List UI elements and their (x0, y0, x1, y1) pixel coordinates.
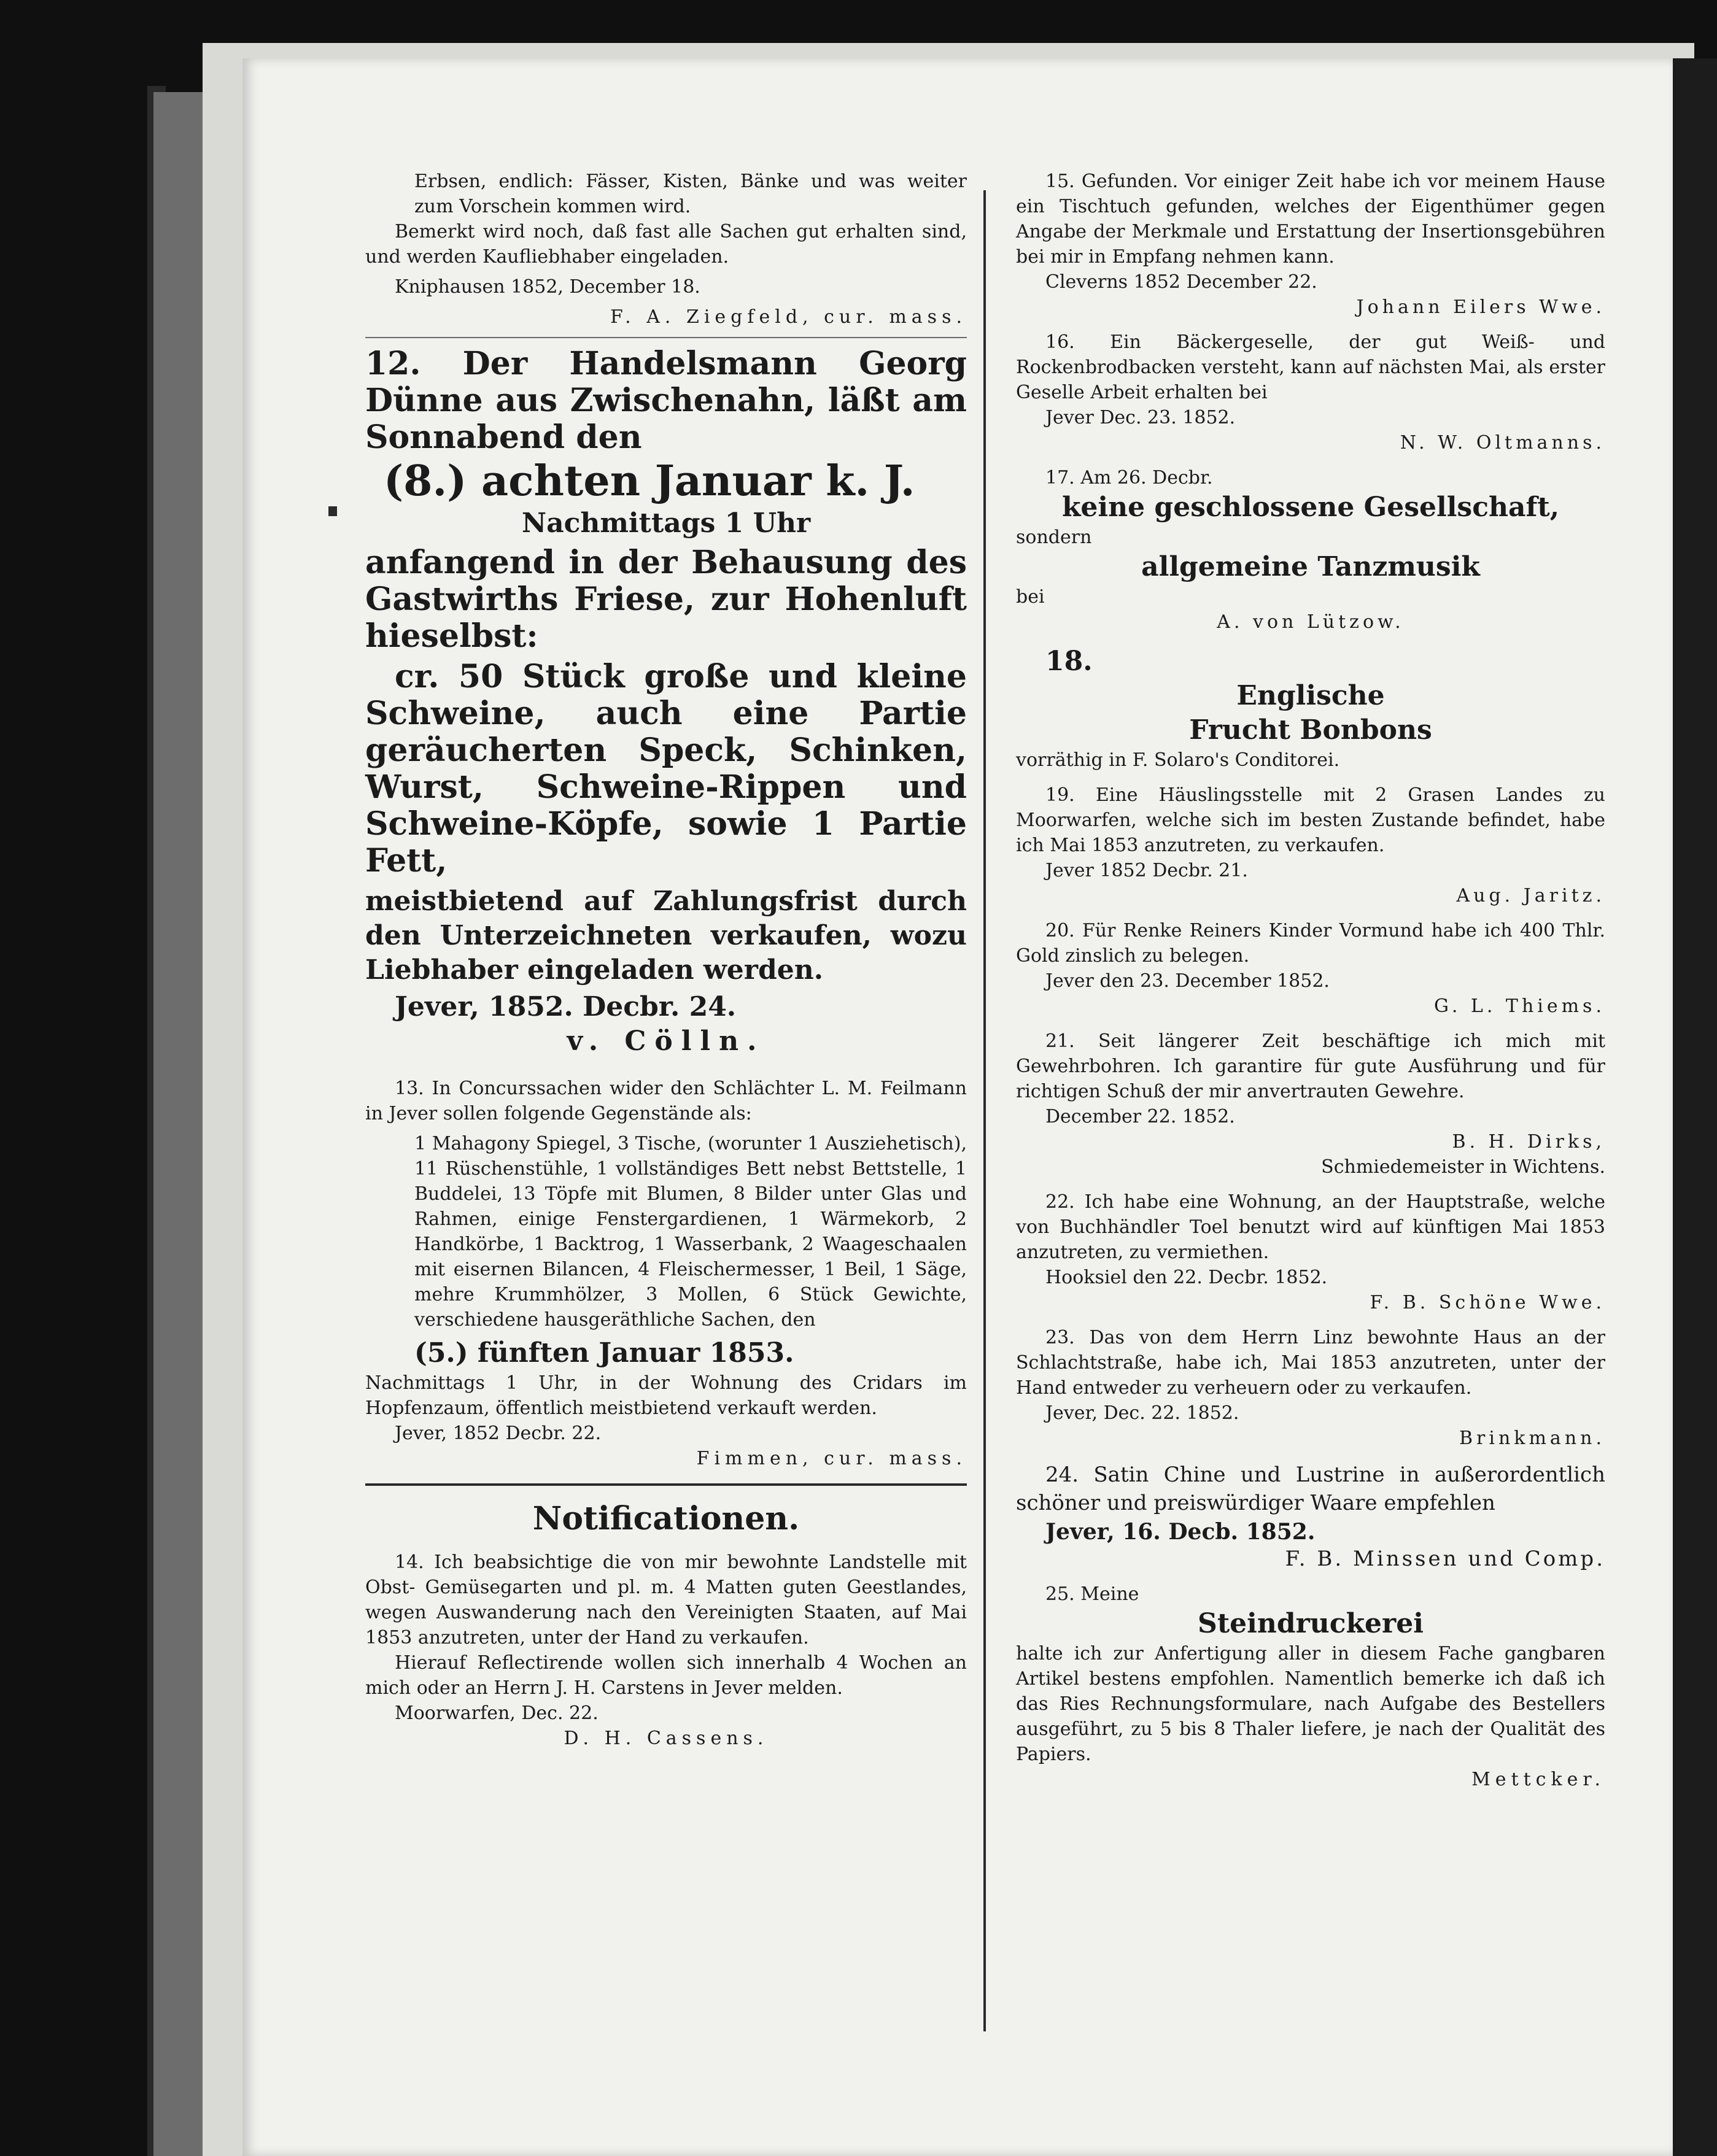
ad-12-time: Nachmittags 1 Uhr (521, 508, 811, 539)
separator (365, 337, 967, 338)
right-gutter (1673, 58, 1717, 2156)
ad-17-bei: bei (1016, 586, 1045, 608)
opening-text-2: Bemerkt wird noch, daß fast alle Sachen gut erhalten sind, und werden Kaufliebhaber eingeladen. (365, 221, 967, 268)
ad-13-date-place: Jever, 1852 Decbr. 22. (395, 1423, 602, 1444)
ad-14-signature: D. H. Cassens. (564, 1728, 769, 1749)
ad-19-signature: Aug. Jaritz. (1456, 885, 1605, 906)
ad-15-date-place: Cleverns 1852 December 22. (1045, 271, 1317, 293)
ad-22-text: 22. Ich habe eine Wohnung, an der Hauptstraße, welche von Buchhändler Toel benutzt wird auf künftigen Mai 1853 anzutreten, zu vermiethen. (1016, 1191, 1605, 1263)
signature: F. A. Ziegfeld, cur. mass. (610, 306, 967, 328)
ad-21-text: 21. Seit längerer Zeit beschäftige ich mich mit Gewehrbohren. Ich garantire für gute Ausführung und für richtigen Schuß der mir anvertrauten Gewehre. (1016, 1030, 1605, 1102)
section-heading: Notificationen. (532, 1500, 800, 1537)
ad-22-date-place: Hooksiel den 22. Decbr. 1852. (1045, 1267, 1328, 1288)
ad-20-text: 20. Für Renke Reiners Kinder Vormund habe ich 400 Thlr. Gold zinslich zu belegen. (1016, 920, 1605, 967)
ad-15-signature: Johann Eilers Wwe. (1356, 296, 1605, 318)
section-rule (365, 1483, 967, 1486)
opening-text-1: Erbsen, endlich: Fässer, Kisten, Bänke und was weiter zum Vorschein kommen wird. (414, 171, 967, 217)
ad-23-text: 23. Das von dem Herrn Linz bewohnte Haus an der Schlachtstraße, habe ich, Mai 1853 anzutreten, unter der Hand entweder zu verheuern oder zu verkaufen. (1016, 1327, 1605, 1399)
ad-12-place: anfangend in der Behausung des Gastwirths Friese, zur Hohenluft hieselbst: (365, 544, 967, 655)
ad-22-signature: F. B. Schöne Wwe. (1370, 1292, 1605, 1313)
ad-17-intro: 17. Am 26. Decbr. (1045, 467, 1213, 489)
ad-12-signature: v. Cölln. (567, 1026, 765, 1057)
ad-24-signature: F. B. Minssen und Comp. (1285, 1547, 1605, 1571)
ad-14-text: 14. Ich beabsichtige die von mir bewohnte Landstelle mit Obst- Gemüsegarten und pl. m. 4 Matten guten Geestlandes, wegen Auswanderung nach den Vereinigten Staaten, auf Mai 1853 anzutreten, unter der Hand zu verkaufen. (365, 1551, 967, 1648)
ad-12-goods: cr. 50 Stück große und kleine Schweine, auch eine Partie geräucherten Speck, Schinken, Wurst, Schweine-Rippen und Schweine-Köpfe, sowie 1 Partie Fett, (365, 658, 967, 879)
newspaper-page (242, 58, 1673, 2156)
ad-20-signature: G. L. Thiems. (1433, 995, 1605, 1017)
ad-13-terms: Nachmittags 1 Uhr, in der Wohnung des Cridars im Hopfenzaum, öffentlich meistbietend verkauft werden. (365, 1372, 967, 1419)
margin-mark (328, 506, 337, 516)
ad-17-line-2: allgemeine Tanzmusik (1141, 551, 1480, 582)
ad-18-text: vorräthig in F. Solaro's Conditorei. (1016, 749, 1340, 771)
ad-12-terms: meistbietend auf Zahlungsfrist durch den Unterzeichneten verkaufen, wozu Liebhaber eingeladen werden. (365, 886, 967, 986)
ad-18-number: 18. (1045, 646, 1093, 677)
ad-25-signature: Mettcker. (1471, 1769, 1605, 1790)
ad-17-line-1: keine geschlossene Gesellschaft, (1061, 492, 1560, 523)
column-divider (983, 190, 986, 2031)
ad-18-line-1: Englische (1236, 680, 1385, 711)
ad-23-date-place: Jever, Dec. 22. 1852. (1045, 1402, 1239, 1424)
ad-16-text: 16. Ein Bäckergeselle, der gut Weiß- und Rockenbrodbacken versteht, kann auf nächsten Mai, als erster Geselle Arbeit erhalten bei (1016, 331, 1605, 403)
ad-23-signature: Brinkmann. (1459, 1428, 1605, 1449)
ad-12-intro: 12. Der Handelsmann Georg Dünne aus Zwischenahn, läßt am Sonnabend den (365, 345, 967, 456)
ad-21-signature: B. H. Dirks, (1452, 1131, 1605, 1153)
ad-12-date: (8.) achten Januar k. J. (384, 457, 915, 506)
ad-12-date-place: Jever, 1852. Decbr. 24. (395, 991, 737, 1022)
ad-18-line-2: Frucht Bonbons (1189, 714, 1432, 746)
ad-25-text: halte ich zur Anfertigung aller in diesem Fache gangbaren Artikel bestens empfohlen. Namentlich bemerke ich daß ich das Ries Rechnungsformulare, nach Aufgabe des Bestellers ausgeführt, zu 5 bis 8 Thaler liefere, je nach der Qualität des Papiers. (1016, 1643, 1605, 1765)
ad-19-date-place: Jever 1852 Decbr. 21. (1045, 860, 1248, 881)
ad-16-signature: N. W. Oltmanns. (1400, 432, 1605, 454)
right-column (1016, 169, 1605, 1792)
ad-21-signature-2: Schmiedemeister in Wichtens. (1321, 1156, 1605, 1178)
ad-20-date-place: Jever den 23. December 1852. (1045, 970, 1330, 992)
ad-15-text: 15. Gefunden. Vor einiger Zeit habe ich vor meinem Hause ein Tischtuch gefunden, welches der Eigenthümer gegen Angabe der Merkmale und Erstattung der Insertionsgebühren bei mir in Empfang nehmen kann. (1016, 171, 1605, 268)
ad-13-signature: Fimmen, cur. mass. (696, 1448, 967, 1469)
ad-13-items: 1 Mahagony Spiegel, 3 Tische, (worunter 1 Ausziehetisch), 11 Rüschenstühle, 1 vollständiges Bett nebst Bettstelle, 1 Buddelei, 13 Töpfe mit Blumen, 8 Bilder unter Glas und Rahmen, einige Fenstergardienen, 1 Wärmekorb, 2 Handkörbe, 1 Backtrog, 1 Wasserbank, 2 Waageschaalen mit eisernen Bilancen, 4 Fleischermesser, 1 Beil, 1 Säge, mehre Krummhölzer, 3 Mollen, 6 Stück Gewichte, verschiedene hausgeräthliche Sachen, den (414, 1133, 967, 1331)
ad-17-sondern: sondern (1016, 527, 1092, 548)
ad-25-heading: Steindruckerei (1198, 1608, 1424, 1639)
ad-16-date-place: Jever Dec. 23. 1852. (1045, 407, 1236, 428)
ad-17-signature: A. von Lützow. (1217, 611, 1405, 633)
ad-24-text: 24. Satin Chine und Lustrine in außerordentlich schöner und preiswürdiger Waare empfehlen (1016, 1462, 1605, 1515)
ad-25-intro: 25. Meine (1045, 1583, 1139, 1605)
ad-13-intro: 13. In Concurssachen wider den Schlächter L. M. Feilmann in Jever sollen folgende Gegenstände als: (365, 1078, 967, 1124)
ad-14-date-place: Moorwarfen, Dec. 22. (395, 1702, 599, 1724)
ad-14-text-2: Hierauf Reflectirende wollen sich innerhalb 4 Wochen an mich oder an Herrn J. H. Carstens in Jever melden. (365, 1652, 967, 1699)
left-column (365, 169, 967, 1751)
ad-21-date: December 22. 1852. (1045, 1106, 1235, 1127)
ad-13-date: (5.) fünften Januar 1853. (414, 1337, 794, 1369)
ad-19-text: 19. Eine Häuslingsstelle mit 2 Grasen Landes zu Moorwarfen, welche sich im besten Zustande befindet, habe ich Mai 1853 anzutreten, zu verkaufen. (1016, 784, 1605, 856)
place-date: Kniphausen 1852, December 18. (395, 276, 700, 298)
ad-24-date-place: Jever, 16. Decb. 1852. (1045, 1519, 1316, 1545)
